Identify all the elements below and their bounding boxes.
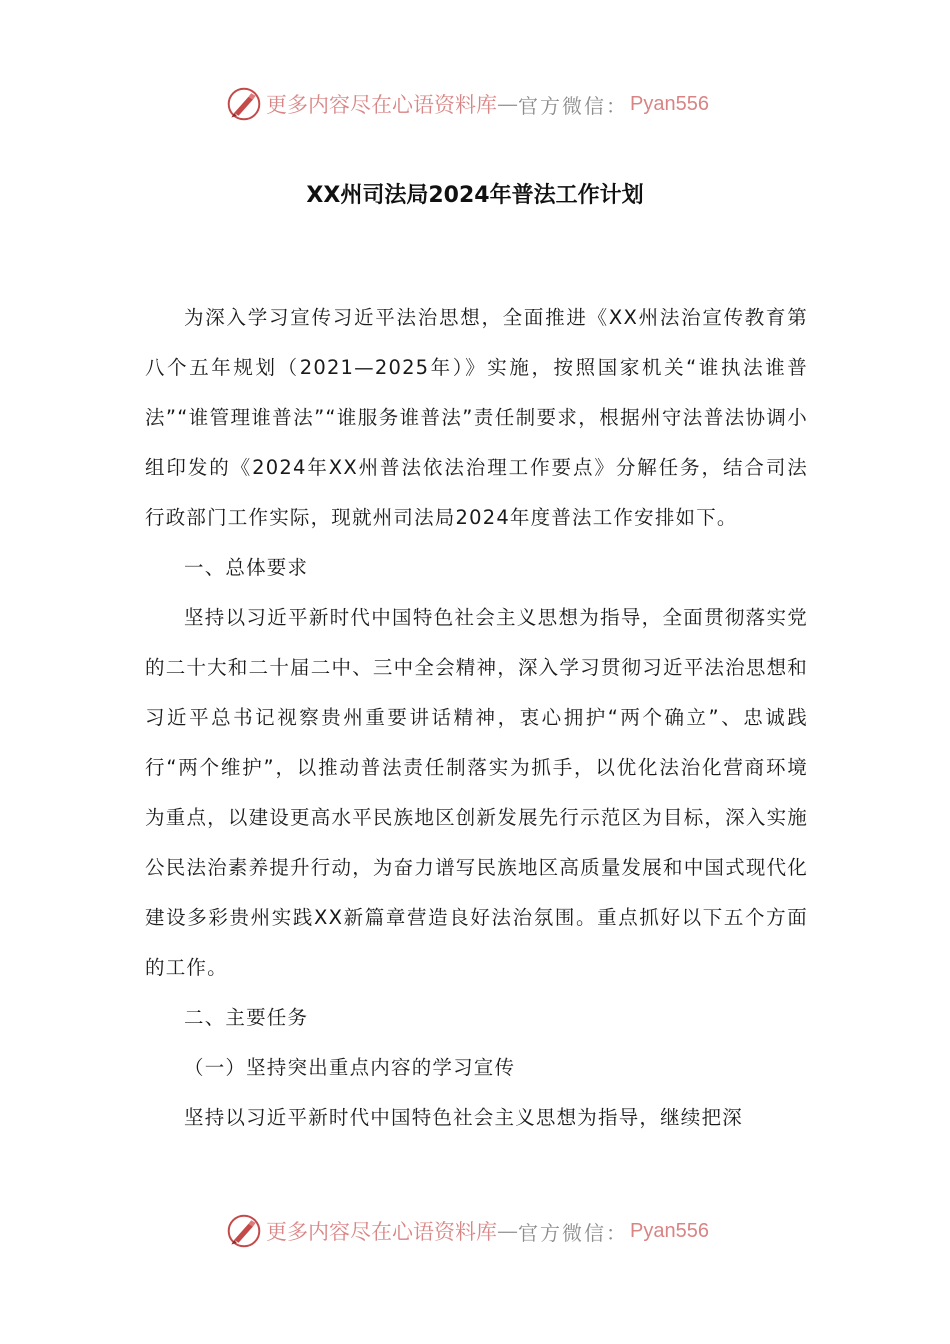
section-heading-main-tasks: 二、主要任务 — [184, 1006, 309, 1029]
subsection-heading-key-content: （一）坚持突出重点内容的学习宣传 — [184, 1056, 516, 1079]
watermark-dash: — — [497, 92, 518, 116]
watermark-main-text: 更多内容尽在心语资料库 — [266, 1220, 497, 1244]
pen-logo-icon — [226, 86, 262, 122]
watermark-dash: — — [497, 1219, 518, 1243]
watermark-sub-text: 官方微信： — [518, 93, 628, 118]
overall-requirements-paragraph: 坚持以习近平新时代中国特色社会主义思想为指导，全面贯彻落实党的二十大和二十届二中、三中全会精神，深入学习贯彻习近平法治思想和习近平总书记视察贵州重要讲话精神，衷心拥护“两个确立”、忠诚践行“两个维护”，以推动普法责任制落实为抓手，以优化法治化营商环境为重点，以建设更高水平民族地区创新发展先行示范区为目标，深入实施公民法治素养提升行动，为奋力谱写民族地区高质量发展和中国式现代化建设多彩贵州实践XX新篇章营造良好法治氛围。重点抓好以下五个方面的工作。 — [145, 606, 808, 979]
watermark-id: Pyan556 — [630, 1219, 709, 1242]
document-title: XX州司法局2024年普法工作计划 — [306, 183, 644, 208]
watermark-id: Pyan556 — [630, 92, 709, 115]
watermark-header — [226, 84, 709, 124]
pen-logo-icon — [226, 1213, 262, 1249]
document-body — [145, 293, 808, 1143]
intro-paragraph: 为深入学习宣传习近平法治思想，全面推进《XX州法治宣传教育第八个五年规划（2021—2025年）》实施，按照国家机关“谁执法谁普法”“谁管理谁普法”“谁服务谁普法”责任制要求，根据州守法普法协调小组印发的《2024年XX州普法依法治理工作要点》分解任务，结合司法行政部门工作实际，现就州司法局2024年度普法工作安排如下。 — [145, 306, 808, 529]
key-content-paragraph: 坚持以习近平新时代中国特色社会主义思想为指导，继续把深 — [184, 1106, 743, 1129]
section-heading-overall-requirements: 一、总体要求 — [184, 556, 309, 579]
watermark-main-text: 更多内容尽在心语资料库 — [266, 93, 497, 117]
watermark-sub-text: 官方微信： — [518, 1220, 628, 1245]
watermark-footer — [226, 1211, 709, 1251]
